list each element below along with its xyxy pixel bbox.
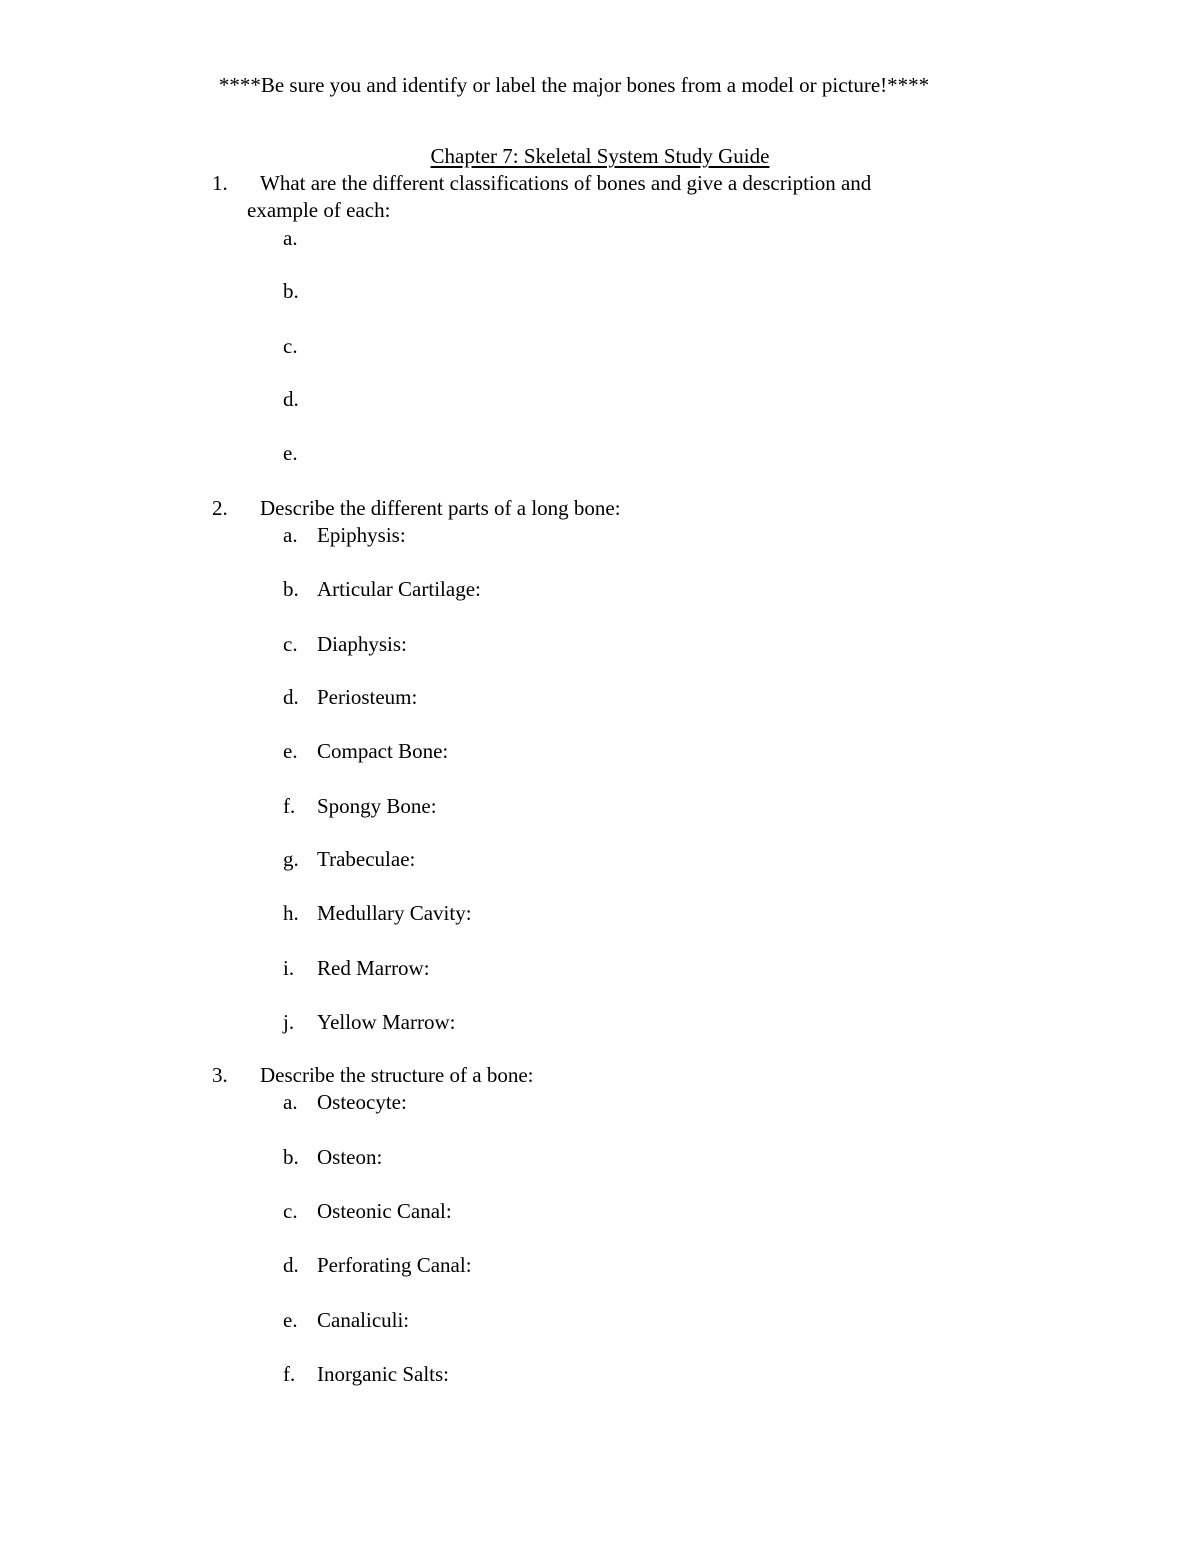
question-text: Describe the different parts of a long bone: [260, 496, 621, 520]
list-item-letter: j. [283, 1010, 295, 1034]
notice-line: ****Be sure you and identify or label the major bones from a model or picture!**** [218, 73, 930, 97]
list-item-letter: i. [283, 956, 295, 980]
list-item-letter: f. [283, 1362, 296, 1386]
list-item-term: Yellow Marrow: [317, 1010, 456, 1034]
list-item-term: Perforating Canal: [317, 1253, 472, 1277]
list-item-letter: a. [283, 226, 298, 250]
list-item-letter: c. [283, 1199, 298, 1223]
list-item-letter: a. [283, 523, 298, 547]
list-item-term: Trabeculae: [317, 847, 416, 871]
question-text: What are the different classifications of bones and give a description and [260, 171, 872, 195]
list-item-letter: g. [283, 847, 299, 871]
page-title-text: Chapter 7: Skeletal System Study Guide [430, 144, 770, 168]
list-item-letter: e. [283, 441, 298, 465]
list-item-term: Articular Cartilage: [317, 577, 481, 601]
question-number: 1. [212, 171, 228, 195]
list-item-letter: b. [283, 577, 299, 601]
list-item-letter: f. [283, 794, 296, 818]
list-item-term: Osteonic Canal: [317, 1199, 452, 1223]
list-item-letter: e. [283, 739, 298, 763]
list-item-letter: h. [283, 901, 299, 925]
list-item-letter: e. [283, 1308, 298, 1332]
list-item-letter: c. [283, 334, 298, 358]
list-item-term: Epiphysis: [317, 523, 406, 547]
question-number: 2. [212, 496, 228, 520]
list-item-term: Compact Bone: [317, 739, 449, 763]
list-item-term: Osteocyte: [317, 1090, 407, 1114]
list-item-letter: d. [283, 387, 299, 411]
question-text: Describe the structure of a bone: [260, 1063, 534, 1087]
list-item-letter: c. [283, 632, 298, 656]
list-item-letter: d. [283, 1253, 299, 1277]
list-item-letter: a. [283, 1090, 298, 1114]
list-item-letter: b. [283, 279, 299, 303]
list-item-term: Spongy Bone: [317, 794, 437, 818]
list-item-letter: d. [283, 685, 299, 709]
list-item-term: Periosteum: [317, 685, 418, 709]
list-item-term: Canaliculi: [317, 1308, 410, 1332]
list-item-term: Osteon: [317, 1145, 383, 1169]
question-number: 3. [212, 1063, 228, 1087]
list-item-term: Medullary Cavity: [317, 901, 472, 925]
list-item-term: Inorganic Salts: [317, 1362, 450, 1386]
question-text-continued: example of each: [247, 198, 391, 222]
list-item-term: Red Marrow: [317, 956, 430, 980]
list-item-letter: b. [283, 1145, 299, 1169]
list-item-term: Diaphysis: [317, 632, 407, 656]
page-title [0, 143, 1200, 170]
